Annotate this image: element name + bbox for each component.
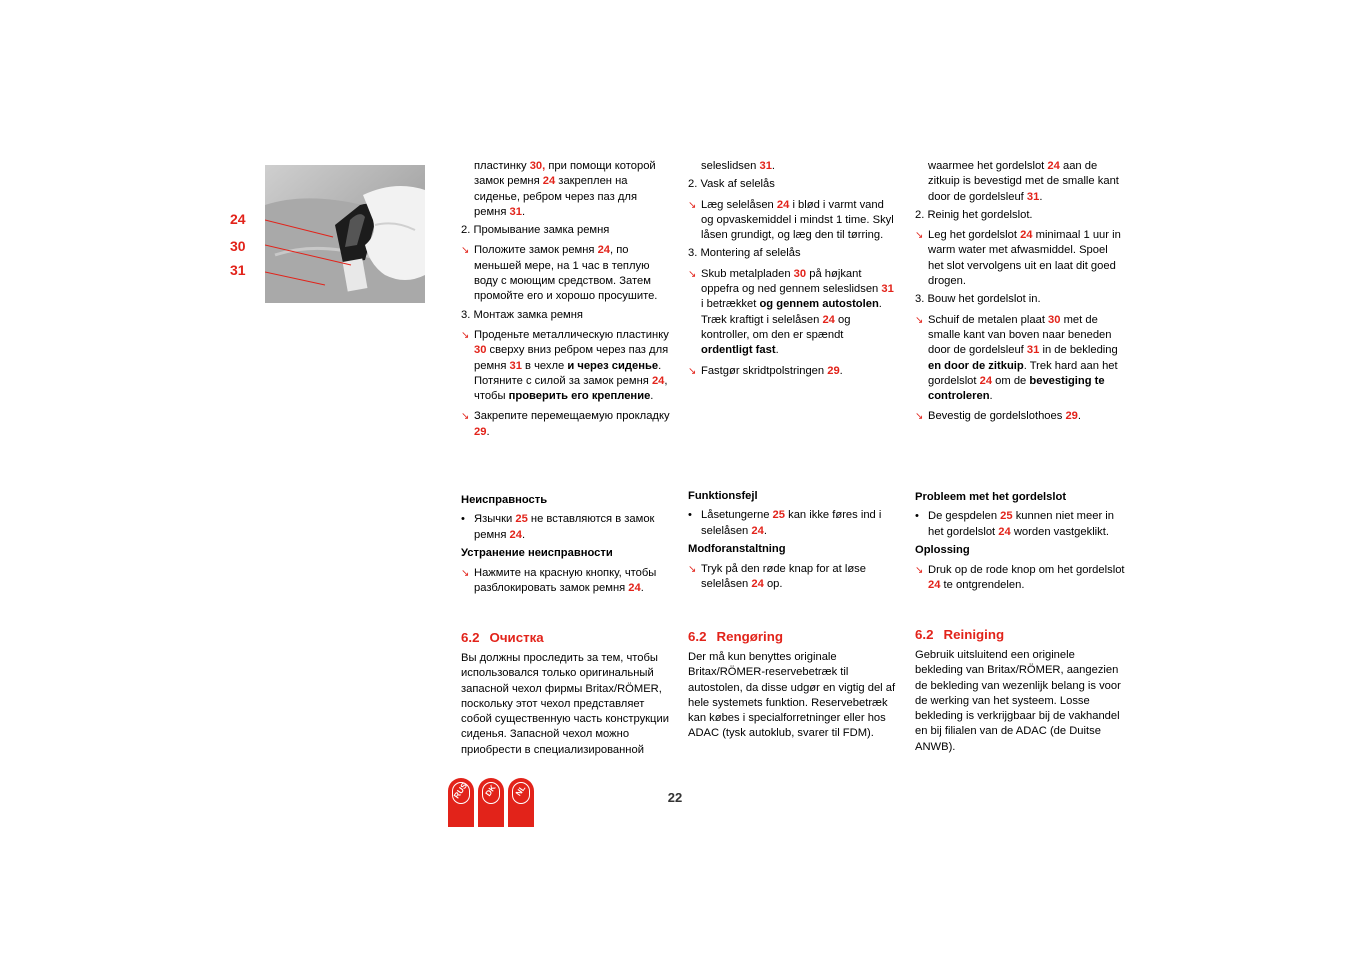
- bullet-icon: •: [461, 513, 465, 526]
- ref-number: 30: [1048, 313, 1061, 326]
- callout-31: 31: [230, 262, 246, 278]
- text: worden vastgeklikt.: [1010, 525, 1109, 538]
- ref-number: 29: [827, 364, 840, 377]
- nl-step-2: 2. Reinig het gordelslot.: [915, 208, 1033, 221]
- ref-number: 24: [928, 579, 941, 592]
- ref-number: 31: [1026, 344, 1040, 357]
- text: . Потяните с силой за замок ремня: [474, 359, 662, 387]
- bold-text: и через сиденье: [567, 359, 659, 372]
- text: Fastgør skridtpolstringen: [701, 364, 828, 377]
- text: waarmee het gordelslot: [928, 160, 1048, 172]
- flag-dk: [478, 778, 504, 827]
- arrow-icon: ↘: [461, 245, 470, 257]
- ref-number: 30: [474, 344, 487, 357]
- nl-step-3: 3. Bouw het gordelslot in.: [915, 293, 1041, 306]
- dk-fix-action: [688, 562, 898, 593]
- ref-number: 24: [979, 374, 993, 387]
- rus-step-2: 2. Промывание замка ремня: [461, 224, 610, 237]
- text: Закрепите перемещаемую прокладку: [474, 410, 670, 423]
- text: te ontgrendelen.: [940, 579, 1025, 592]
- dk-section-heading: [688, 628, 898, 646]
- text: пластинку: [474, 160, 530, 172]
- dk-action-2: [688, 267, 898, 359]
- text: met de smalle kant van boven naar beneden door de gordelsleuf: [928, 313, 1112, 357]
- ref-number: 24: [651, 374, 665, 387]
- arrow-icon: ↘: [915, 314, 924, 326]
- ref-number: 24: [998, 525, 1011, 538]
- nl-fault-block: [915, 490, 1125, 594]
- column-rus: [461, 159, 671, 440]
- ref-number: 24: [751, 578, 764, 591]
- text: in de bekleding: [1039, 344, 1118, 357]
- rus-fault-block: [461, 493, 671, 597]
- text: закреплен на сиденье, ребром через паз для ремня: [474, 175, 637, 218]
- dk-fault-block: [688, 489, 898, 593]
- section-title: Rengøring: [716, 629, 783, 644]
- dk-action-1: [688, 198, 898, 244]
- arrow-icon: ↘: [461, 329, 470, 341]
- text: Læg selelåsen: [701, 198, 777, 211]
- text: .: [839, 364, 843, 377]
- text: .: [486, 425, 490, 438]
- text: Leg het gordelslot: [928, 229, 1021, 242]
- ref-number: 24: [628, 582, 641, 595]
- nl-fix-action: [915, 563, 1125, 594]
- ref-number: 25: [772, 509, 785, 522]
- section-number: 6.2: [915, 627, 934, 642]
- column-nl: [915, 159, 1125, 425]
- text: .: [1077, 410, 1082, 423]
- flag-label: NL: [513, 783, 528, 798]
- text: Schuif de metalen plaat: [928, 313, 1049, 326]
- bold-text: проверить его крепление: [508, 390, 651, 403]
- bold-text: en door de zitkuip: [928, 359, 1024, 372]
- rus-step-3: 3. Монтаж замка ремня: [461, 308, 583, 321]
- flag-nl: [508, 778, 534, 827]
- nl-action-2: [915, 313, 1125, 405]
- nl-action-1: [915, 228, 1125, 289]
- ref-number: 24: [542, 175, 556, 188]
- rus-action-2: [461, 328, 671, 404]
- text: не вставляются в замок ремня: [474, 513, 655, 541]
- text: .: [521, 205, 526, 218]
- text: op.: [763, 578, 783, 591]
- bold-text: ordentligt fast: [701, 344, 776, 357]
- arrow-icon: ↘: [915, 230, 924, 242]
- ref-number: 24: [776, 198, 790, 211]
- text: .: [650, 390, 654, 403]
- callout-30: 30: [230, 238, 246, 254]
- text: .: [640, 582, 644, 595]
- rus-fix-heading: Устранение неисправности: [461, 546, 613, 559]
- rus-action-1: [461, 243, 671, 304]
- nl-section-heading: [915, 626, 1125, 644]
- flag-rus: [448, 778, 474, 827]
- text: Положите замок ремня: [474, 244, 598, 257]
- text: .: [763, 524, 767, 537]
- arrow-icon: ↘: [915, 411, 924, 423]
- text: i blød i varmt vand og opvaskemiddel i mindst 1 time. Skyl låsen grundigt, og læg den til tørring.: [701, 198, 894, 242]
- dk-step-3: 3. Montering af selelås: [688, 247, 801, 260]
- flag-label: DK: [483, 783, 498, 799]
- ref-number: 29: [1065, 410, 1078, 423]
- ref-number: 31: [509, 359, 522, 372]
- text: . Trek hard aan het gordelslot: [928, 359, 1118, 387]
- text: Нажмите на красную кнопку, чтобы разблокировать замок ремня: [474, 567, 657, 595]
- ref-number: 31: [759, 160, 772, 172]
- callout-24: 24: [230, 211, 246, 227]
- rus-cleaning-section: [461, 629, 671, 758]
- page-number: 22: [667, 790, 683, 805]
- section-title: Reiniging: [943, 627, 1005, 642]
- text: сверху вниз ребром через паз для ремня: [474, 344, 669, 372]
- section-number: 6.2: [688, 629, 707, 644]
- arrow-icon: ↘: [688, 268, 697, 280]
- dk-step-2: 2. Vask af selelås: [688, 178, 775, 191]
- text: på højkant oppefra og ned gennem seleslidsen: [701, 267, 882, 296]
- dk-fix-heading: Modforanstaltning: [688, 542, 786, 555]
- ref-number: 30: [793, 267, 807, 280]
- text: De gespdelen: [928, 510, 1001, 523]
- arrow-icon: ↘: [688, 199, 697, 211]
- nl-cleaning-section: [915, 626, 1125, 755]
- rus-fix-action: [461, 566, 671, 597]
- text: Træk kraftigt i selelåsen: [701, 313, 823, 326]
- text: .: [521, 528, 526, 541]
- ref-number: 24: [509, 528, 522, 541]
- rus-action-3: [461, 409, 671, 440]
- nl-section-body: Gebruik uitsluitend een originele bekleding van Britax/RÖMER, aangezien de bekleding van wezenlijk belang is voor de werking van het systeem. Losse bekleding is verkrijgbaar bij de vakhandel en bij filialen van de ADAC (de Duitse ANWB).: [915, 649, 1121, 753]
- text: .: [771, 160, 776, 172]
- bold-text: og gennem autostolen: [759, 298, 879, 311]
- arrow-icon: ↘: [461, 411, 470, 423]
- text: .: [775, 344, 779, 357]
- nl-fault-heading: Probleem met het gordelslot: [915, 491, 1067, 503]
- ref-number: 24: [1020, 229, 1033, 242]
- ref-number: 25: [1000, 510, 1013, 523]
- section-title: Очистка: [489, 630, 544, 645]
- section-number: 6.2: [461, 630, 480, 645]
- nl-fault-item: [915, 509, 1125, 540]
- text: Проденьте металлическую пластинку: [474, 328, 669, 341]
- text: Язычки: [474, 513, 516, 526]
- text: Bevestig de gordelslothoes: [928, 410, 1066, 423]
- text: .: [878, 298, 882, 311]
- arrow-icon: ↘: [688, 365, 697, 377]
- ref-number: 24: [1047, 160, 1060, 172]
- text: og kontroller, om den er spændt: [701, 313, 851, 341]
- text: , чтобы: [474, 374, 668, 403]
- buckle-photo: [265, 165, 425, 303]
- nl-fix-heading: Oplossing: [915, 543, 970, 556]
- ref-number: 24: [822, 313, 835, 326]
- dk-fault-item: [688, 508, 898, 539]
- text: Druk op de rode knop om het gordelslot: [928, 564, 1125, 577]
- text: kunnen niet meer in het gordelslot: [928, 510, 1114, 538]
- text: om de: [992, 374, 1030, 387]
- dk-action-3: [688, 364, 898, 379]
- text: kan ikke føres ind i selelåsen: [701, 509, 882, 537]
- text: Tryk på den røde knap for at løse selelåsen: [701, 563, 866, 591]
- text: Skub metalpladen: [701, 267, 794, 280]
- dk-fault-heading: Funktionsfejl: [688, 490, 758, 502]
- text: seleslidsen: [701, 160, 760, 172]
- text: при помощи которой замок ремня: [474, 160, 656, 188]
- bullet-icon: •: [688, 509, 692, 522]
- ref-number: 31: [881, 283, 894, 296]
- buckle-photo-drawing: [265, 165, 425, 303]
- ref-number: 31: [1026, 190, 1040, 203]
- bold-text: bevestiging te controleren: [928, 374, 1105, 403]
- ref-number: 29: [474, 425, 487, 438]
- nl-continuation: [915, 159, 1125, 205]
- dk-section-body: Der må kun benyttes originale Britax/RÖMER-reservebetræk til autostolen, da disse udgør en vigtig del af hele systemets funktion. Reservebetræk kan købes i specialforretninger eller hos ADAC (tysk autoklub, svarer til FDM).: [688, 651, 896, 740]
- arrow-icon: ↘: [461, 568, 470, 580]
- dk-cleaning-section: [688, 628, 898, 742]
- rus-fault-heading: Неисправность: [461, 494, 548, 506]
- ref-number: 24: [597, 244, 611, 257]
- rus-section-body: Вы должны проследить за тем, чтобы использовался только оригинальный запасной чехол фирмы Britax/RÖMER, поскольку этот чехол представляет собой существенную часть конструкции сиденья. Запасной чехол можно приобрести в специализированной: [461, 652, 669, 756]
- bullet-icon: •: [915, 510, 919, 523]
- nl-action-3: [915, 409, 1125, 424]
- text: aan de zitkuip is bevestigd met de smalle kant door de gordelsleuf: [928, 160, 1119, 203]
- text: minimaal 1 uur in warm water met afwasmiddel. Spoel het slot vervolgens uit en laat dit goed drogen.: [928, 229, 1121, 288]
- ref-number: 25: [515, 513, 528, 526]
- text: Låsetungerne: [701, 509, 773, 522]
- flag-label: RUS: [452, 781, 470, 801]
- arrow-icon: ↘: [688, 564, 697, 576]
- text: , по меньшей мере, на 1 час в теплую воду с моющим средством. Затем промойте его и хорошо просушите.: [474, 244, 658, 303]
- text: .: [1039, 190, 1043, 203]
- ref-number: 31: [509, 205, 522, 218]
- dk-continuation: [688, 159, 898, 174]
- text: .: [989, 390, 993, 403]
- column-dk: [688, 159, 898, 379]
- text: в чехле: [521, 359, 568, 372]
- text: i betrækket: [701, 298, 760, 311]
- ref-number: 30,: [529, 160, 546, 172]
- arrow-icon: ↘: [915, 565, 924, 577]
- rus-continuation: [461, 159, 671, 220]
- rus-section-heading: [461, 629, 671, 647]
- ref-number: 24: [751, 524, 764, 537]
- rus-fault-item: [461, 512, 671, 543]
